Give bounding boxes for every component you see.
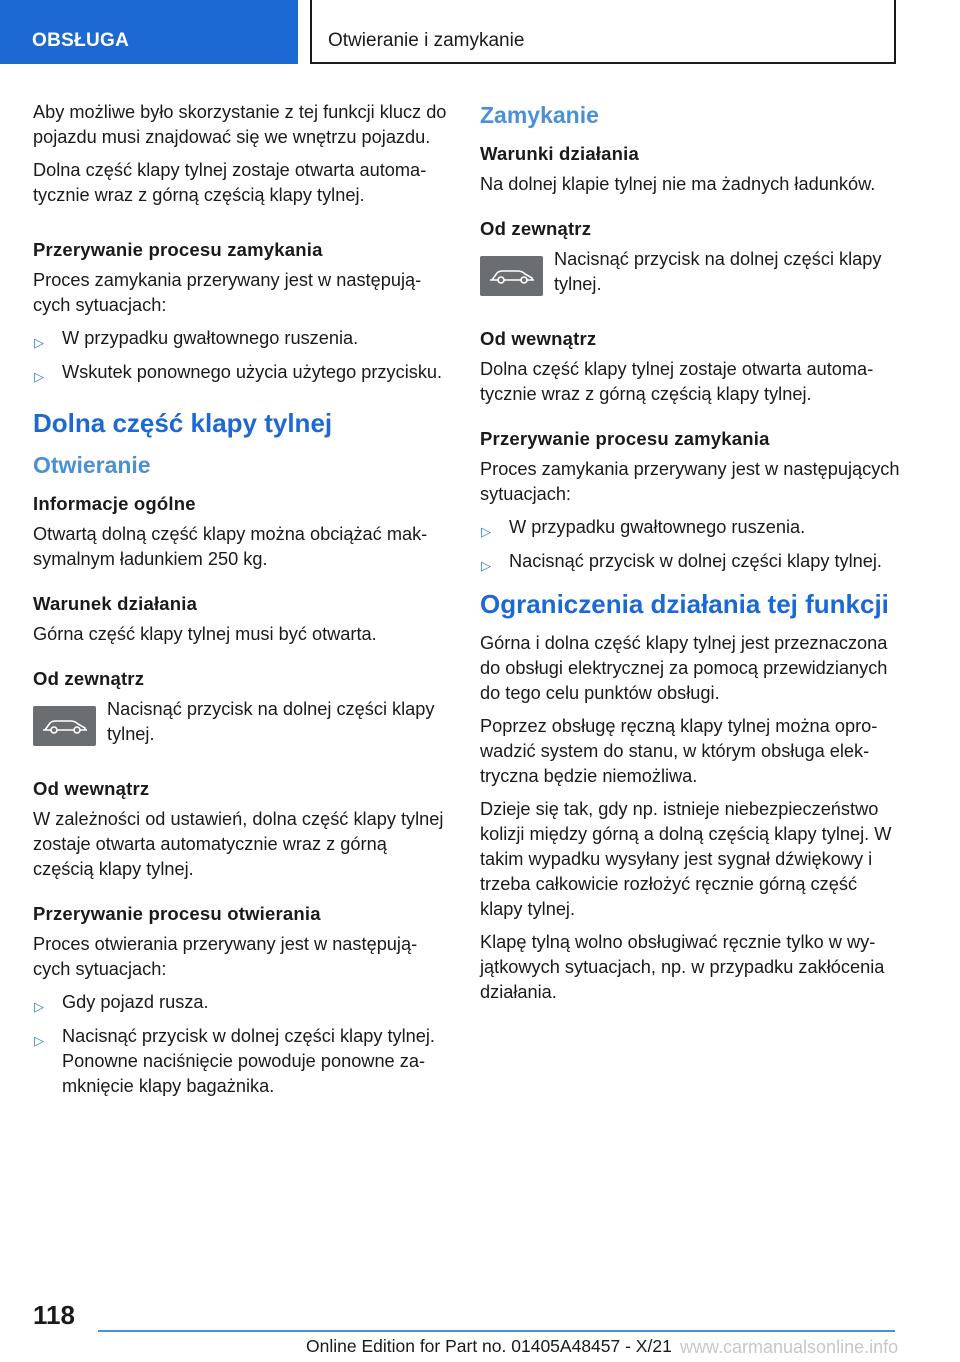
header-title: Otwieranie i zamykanie bbox=[328, 30, 525, 51]
list-item: ▷ Wskutek ponownego użycia użytego przycisku. bbox=[33, 360, 447, 385]
subsection-title: Zamykanie bbox=[480, 102, 599, 128]
heading-from-outside: Od zewnątrz bbox=[480, 218, 592, 239]
paragraph: Na dolnej klapie tylnej nie ma żadnych ładunków. bbox=[480, 174, 876, 194]
triangle-right-icon: ▷ bbox=[34, 335, 44, 350]
footer-divider bbox=[98, 1330, 895, 1332]
paragraph: Proces otwierania przerywany jest w następujących sytuacjach: bbox=[33, 934, 418, 979]
paragraph: Górna część klapy tylnej musi być otwarta. bbox=[33, 624, 377, 644]
car-tailgate-icon bbox=[33, 706, 96, 746]
right-column bbox=[480, 100, 900, 1013]
bullet-list bbox=[33, 326, 447, 385]
paragraph: W zależności od ustawień, dolna część klapy tylnej zostaje otwarta automatycznie wraz z górną częścią klapy tylnej. bbox=[33, 809, 444, 879]
instruction-text: Nacisnąć przycisk na dolnej części klapy tylnej. bbox=[107, 699, 435, 744]
list-item: ▷ Nacisnąć przycisk w dolnej części klapy tylnej. bbox=[480, 549, 900, 574]
button-instruction bbox=[33, 697, 447, 747]
heading-from-inside: Od wewnątrz bbox=[33, 778, 150, 799]
left-column bbox=[33, 100, 447, 1108]
heading-general-info: Informacje ogólne bbox=[33, 493, 196, 514]
paragraph: Poprzez obsługę ręczną klapy tylnej można oprowadzić system do stanu, w którym obsługa elektryczna będzie niemożliwa. bbox=[480, 716, 878, 786]
section-title: Ograniczenia działania tej funkcji bbox=[480, 589, 889, 619]
paragraph: Klapę tylną wolno obsługiwać ręcznie tylko w wyjątkowych sytuacjach, np. w przypadku zakłócenia działania. bbox=[480, 932, 885, 1002]
bullet-list bbox=[33, 990, 447, 1099]
paragraph: Dzieje się tak, gdy np. istnieje niebezpieczeństwo kolizji między górną a dolną częścią klapy tylnej. W takim wypadku wysyłany jest sygnał dźwiękowy i trzeba całkowicie rozłożyć ręcznie górną część klapy tylnej. bbox=[480, 799, 892, 919]
heading-operating-conditions: Warunki działania bbox=[480, 143, 639, 164]
heading-interrupt-closing: Przerywanie procesu zamykania bbox=[480, 428, 770, 449]
bullet-list bbox=[480, 515, 900, 574]
triangle-right-icon: ▷ bbox=[481, 558, 491, 573]
instruction-text: Nacisnąć przycisk na dolnej części klapy tylnej. bbox=[554, 249, 882, 294]
car-tailgate-icon bbox=[480, 256, 543, 296]
list-item: ▷ W przypadku gwałtownego ruszenia. bbox=[480, 515, 900, 540]
edition-note: Online Edition for Part no. 01405A48457 - X/21 bbox=[306, 1336, 672, 1356]
header-section-tab bbox=[0, 0, 298, 64]
triangle-right-icon: ▷ bbox=[34, 1033, 44, 1048]
heading-from-inside: Od wewnątrz bbox=[480, 328, 597, 349]
list-item: ▷ Nacisnąć przycisk w dolnej części klapy tylnej. Ponowne naciśnięcie powoduje ponowne zamknięcie klapy bagażnika. bbox=[34, 1026, 435, 1096]
paragraph: Dolna część klapy tylnej zostaje otwarta automatycznie wraz z górną częścią klapy tylnej. bbox=[480, 359, 874, 404]
paragraph: Proces zamykania przerywany jest w następujących sytuacjach: bbox=[33, 270, 422, 315]
paragraph: Proces zamykania przerywany jest w następujących sytuacjach: bbox=[480, 459, 900, 504]
list-item: ▷ W przypadku gwałtownego ruszenia. bbox=[33, 326, 447, 351]
heading-interrupt-opening: Przerywanie procesu otwierania bbox=[33, 903, 321, 924]
paragraph: Aby możliwe było skorzystanie z tej funkcji klucz do pojazdu musi znajdować się we wnętrzu pojazdu. bbox=[33, 102, 447, 147]
heading-operating-condition: Warunek działania bbox=[33, 593, 198, 614]
section-title: Dolna część klapy tylnej bbox=[33, 408, 333, 438]
paragraph: Górna i dolna część klapy tylnej jest przeznaczona do obsługi elektrycznej za pomocą przewidzianych do tego celu punktów obsługi. bbox=[480, 633, 888, 703]
header-title-box bbox=[310, 0, 896, 64]
button-instruction bbox=[480, 247, 900, 297]
heading-from-outside: Od zewnątrz bbox=[33, 668, 145, 689]
watermark: www.carmanualsonline.info bbox=[680, 1337, 899, 1357]
triangle-right-icon: ▷ bbox=[481, 524, 491, 539]
header-section-label: OBSŁUGA bbox=[32, 30, 130, 51]
heading-interrupt-closing: Przerywanie procesu zamykania bbox=[33, 239, 323, 260]
list-item: ▷ Gdy pojazd rusza. bbox=[33, 990, 447, 1015]
subsection-title: Otwieranie bbox=[33, 452, 151, 478]
triangle-right-icon: ▷ bbox=[34, 999, 44, 1014]
paragraph: Otwartą dolną część klapy można obciążać maksymalnym ładunkiem 250 kg. bbox=[33, 524, 428, 569]
triangle-right-icon: ▷ bbox=[34, 369, 44, 384]
paragraph: Dolna część klapy tylnej zostaje otwarta automatycznie wraz z górną częścią klapy tylnej. bbox=[33, 160, 427, 205]
page-number: 118 bbox=[33, 1300, 75, 1330]
